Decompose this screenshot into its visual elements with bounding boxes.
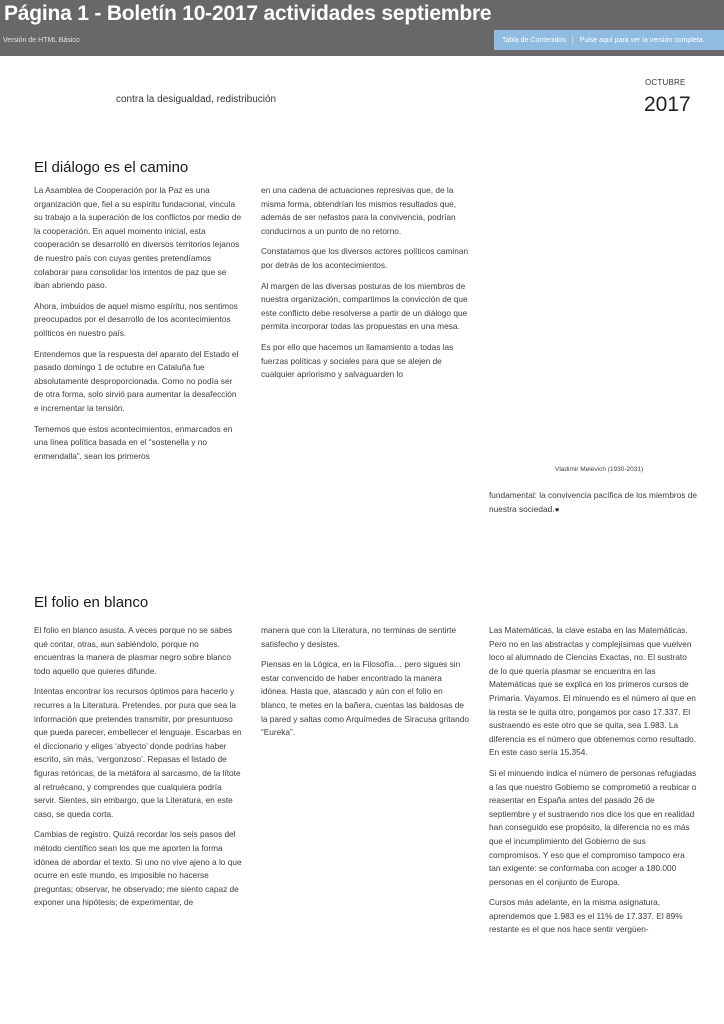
- page-subtitle: Versión de HTML Básico: [3, 37, 80, 44]
- paragraph: Cursos más adelante, en la misma asignatura, aprendemos que 1.983 es el 11% de 17.337. El 89% restante es el que nos hace sentir vergüen-: [489, 897, 683, 935]
- full-version-link[interactable]: Pulse aquí para ver la versión completa.: [579, 36, 705, 44]
- paragraph: Si el minuendo indica el número de personas refugiadas a las que nuestro Gobierno se comprometió a reubicar o reasentar en España antes del pasado 26 de septiembre y el sustraendo nos dice los que en realidad han conseguido ese propósito, la diferencia no es más que el incumplimiento del Gobierno de sus compromisos. Y eso que el compromiso tampoco era tan exigente: se conformaba con acoger a 180.000 personas en el conjunto de Europa.: [489, 767, 697, 887]
- paragraph: Cambias de registro. Quizá recordar los seis pasos del método científico sean los que me aporten la forma idónea de abordar el texto. Si uno no vive ajeno a lo que ocurre en este mundo, es imposible no hacerse preguntas; observar, he observado; me siento capaz de exponer una hipótesis; de experimentar, de: [34, 829, 242, 908]
- issue-month: OCTUBRE: [645, 78, 686, 87]
- link-separator: |: [571, 36, 574, 44]
- paragraph: Es por ello que hacemos un llamamiento a todas las fuerzas políticas y sociales para que se alejen de cualquier apriorismo y salvaguarden lo: [261, 341, 454, 380]
- header-link-bar: [494, 30, 724, 50]
- paragraph: Tememos que estos acontecimientos, enmarcados en una línea política basada en el “sostenella y no enmendalla”, sean los primeros: [34, 423, 233, 461]
- section1-column-1: [34, 184, 242, 463]
- paragraph: Ahora, imbuidos de aquel mismo espíritu, nos sentimos preocupados por el desarrollo de los acontecimientos políticos en nuestro país.: [34, 300, 238, 338]
- paragraph: Al margen de las diversas posturas de los miembros de nuestra organización, compartimos la convicción de que este conflicto debe resolverse a partir de un diálogo que permita incorporar todas las propuestas en una mesa.: [261, 280, 468, 332]
- paragraph: fundamental: la convivencia pacífica de los miembros de nuestra sociedad.●: [489, 490, 697, 514]
- section2-column-3: [489, 624, 697, 937]
- section-title-folio: El folio en blanco: [34, 594, 149, 611]
- paragraph: Entendemos que la respuesta del aparato del Estado el pasado domingo 1 de octubre en Cataluña fue absolutamente desproporcionada. Como no podía ser de otra forma, solo sirvió para aumentar la desafección e incrementar la tensión.: [34, 348, 239, 413]
- top-text-line: contra la desigualdad, redistribución: [116, 94, 277, 105]
- section2-column-2: [261, 624, 469, 740]
- page-header: [0, 0, 724, 56]
- paragraph: Constatamos que los diversos actores políticos caminan por detrás de los acontecimientos.: [261, 246, 469, 270]
- section2-column-1: [34, 624, 242, 910]
- section1-column-2: [261, 184, 469, 382]
- paragraph: en una cadena de actuaciones represivas que, de la misma forma, obtendrían los mismos resultados que, además de ser nefastos para la convivencia, podrían conducirnos a un punto de no retorno.: [261, 185, 457, 236]
- toc-link[interactable]: Tabla de Contenidos: [502, 36, 566, 44]
- page-title: Página 1 - Boletín 10-2017 actividades septiembre: [4, 2, 492, 25]
- image-caption: Vladimir Melevich (1930-2031): [555, 466, 644, 473]
- paragraph: La Asamblea de Cooperación por la Paz es una organización que, fiel a su espíritu fundacional, vincula su trabajo a la superación de los conflictos por medio de la cooperación. En aquel momento inicial, esta cooperación se desarrolló en diversos territorios lejanos de nuestro país con cuyas gentes pretendíamos colaborar para consolidar los intentos de paz que se iban abriendo paso.: [34, 185, 242, 291]
- section1-column-3: [489, 489, 697, 516]
- paragraph: manera que con la Literatura, no terminas de sentirte satisfecho y desistes.: [261, 625, 457, 649]
- paragraph: Las Matemáticas, la clave estaba en las Matemáticas. Pero no en las abstractas y complejísimas que vuelven loco al alumnado de Ciencias Exactas, no. El sustrato de lo que quería plasmar se encuentra en las Matemáticas que se explica en los primeros cursos de Primaria. Vayamos. El minuendo es el número al que en la resta se le quita otro, pongamos por caso 17.337. El sustraendo es este otro que se quita, sea 1.983. La diferencia es el número que obtenemos como resultado. En este caso sería 15.354.: [489, 625, 697, 758]
- paragraph: Piensas en la Lógica, en la Filosofía… pero sigues sin estar convencido de haber encontrado la manera idónea. Hasta que, atascado y aún con el folio en blanco, te metes en la bañera, cuentas las baldosas de la pared y saltas como Arquímedes de Siracusa gritando “Eureka”.: [261, 659, 469, 738]
- section-title-dialogo: El diálogo es el camino: [34, 159, 189, 176]
- paragraph: El folio en blanco asusta. A veces porque no se sabes qué contar, otras, aun sabiéndolo, porque no encuentras la manera de plasmar negro sobre blanco todo aquello que quieres difunde.: [34, 625, 233, 676]
- paragraph: Intentas encontrar los recursos óptimos para hacerlo y recurres a la Literatura. Pretendes, por pura que sea la información que pretendes transmitir, por presuntuoso que pueda parecer, embellecer el lenguaje. Escarbas en el diccionario y eliges ‘abyecto’ donde podrías haber escrito, sin más, ‘vergonzoso’. Repasas el listado de figuras retóricas, de la metáfora al sarcasmo, de la lítote al retruécano, y comprendes que cualquiera podría servir. Sientes, sin embargo, que la Literatura, en este caso, se queda corta.: [34, 686, 242, 819]
- issue-year: 2017: [644, 93, 691, 116]
